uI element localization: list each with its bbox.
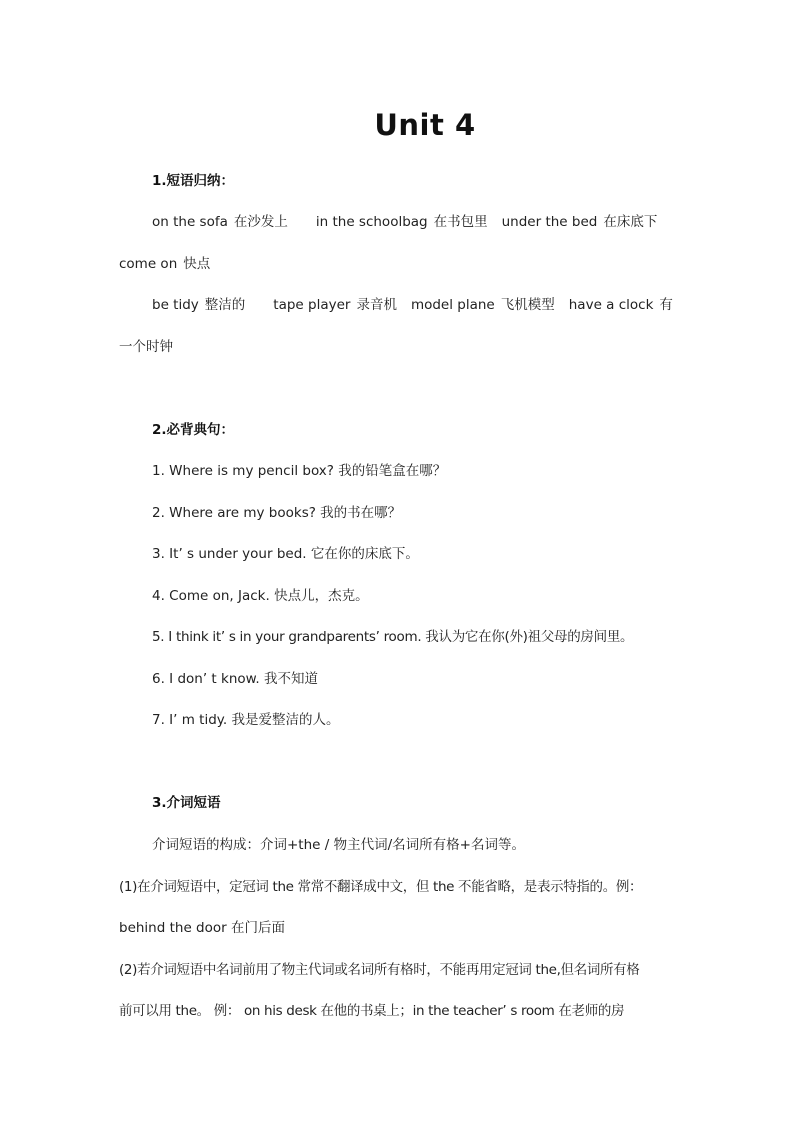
phrase-line-1 xyxy=(152,212,657,232)
phrase-cn: 快点 xyxy=(183,256,211,272)
sentence-4: 4. Come on, Jack. 快点儿，杰克。 xyxy=(152,588,369,604)
phrase-line-4: 一个时钟 xyxy=(119,339,173,355)
phrase-en: come on xyxy=(119,256,178,272)
sentence-2: 2. Where are my books? 我的书在哪？ xyxy=(152,505,402,521)
phrase-line-2 xyxy=(119,254,210,274)
sentence-1: 1. Where is my pencil box? 我的铅笔盒在哪？ xyxy=(152,463,447,479)
phrase-en: have a clock xyxy=(568,297,654,313)
sentence-5: 5. I think it’ s in your grandparents’ room. 我认为它在你(外)祖父母的房间里。 xyxy=(152,629,634,645)
section-2-heading: 2.必背典句： xyxy=(152,422,235,438)
rule-1-line-1: (1)在介词短语中，定冠词 the 常常不翻译成中文，但 the 不能省略，是表示特指的。例： xyxy=(119,879,643,895)
phrase-cn: 飞机模型 xyxy=(500,297,555,313)
phrase-cn: 录音机 xyxy=(356,297,397,313)
rule-2-line-1: (2)若介词短语中名词前用了物主代词或名词所有格时，不能再用定冠词 the,但名词所有格 xyxy=(119,962,640,978)
phrase-cn: 整洁的 xyxy=(204,297,246,313)
prep-intro: 介词短语的构成：介词+the / 物主代词/名词所有格+名词等。 xyxy=(152,837,525,853)
section-3-heading: 3.介词短语 xyxy=(152,795,221,811)
phrase-line-3 xyxy=(152,295,673,315)
phrase-cn: 在床底下 xyxy=(603,214,658,230)
phrase-cn: 在沙发上 xyxy=(233,214,288,230)
section-1-heading: 1.短语归纳： xyxy=(152,173,235,189)
sentence-6: 6. I don’ t know. 我不知道 xyxy=(152,671,319,687)
phrase-en: in the schoolbag xyxy=(315,214,428,230)
phrase-en: on the sofa xyxy=(152,214,228,230)
sentence-7: 7. I’ m tidy. 我是爱整洁的人。 xyxy=(152,712,340,728)
rule-2-line-2: 前可以用 the。 例： on his desk 在他的书桌上；in the teacher’ s room 在老师的房 xyxy=(119,1003,625,1019)
page-title: Unit 4 xyxy=(374,108,476,142)
phrase-en: tape player xyxy=(273,297,351,313)
sentence-3: 3. It’ s under your bed. 它在你的床底下。 xyxy=(152,546,419,562)
phrase-cn: 有 xyxy=(659,297,673,313)
phrase-en: model plane xyxy=(410,297,495,313)
rule-1-line-2: behind the door 在门后面 xyxy=(119,920,285,936)
phrase-en: under the bed xyxy=(501,214,598,230)
phrase-cn: 在书包里 xyxy=(433,214,488,230)
phrase-en: be tidy xyxy=(152,297,199,313)
